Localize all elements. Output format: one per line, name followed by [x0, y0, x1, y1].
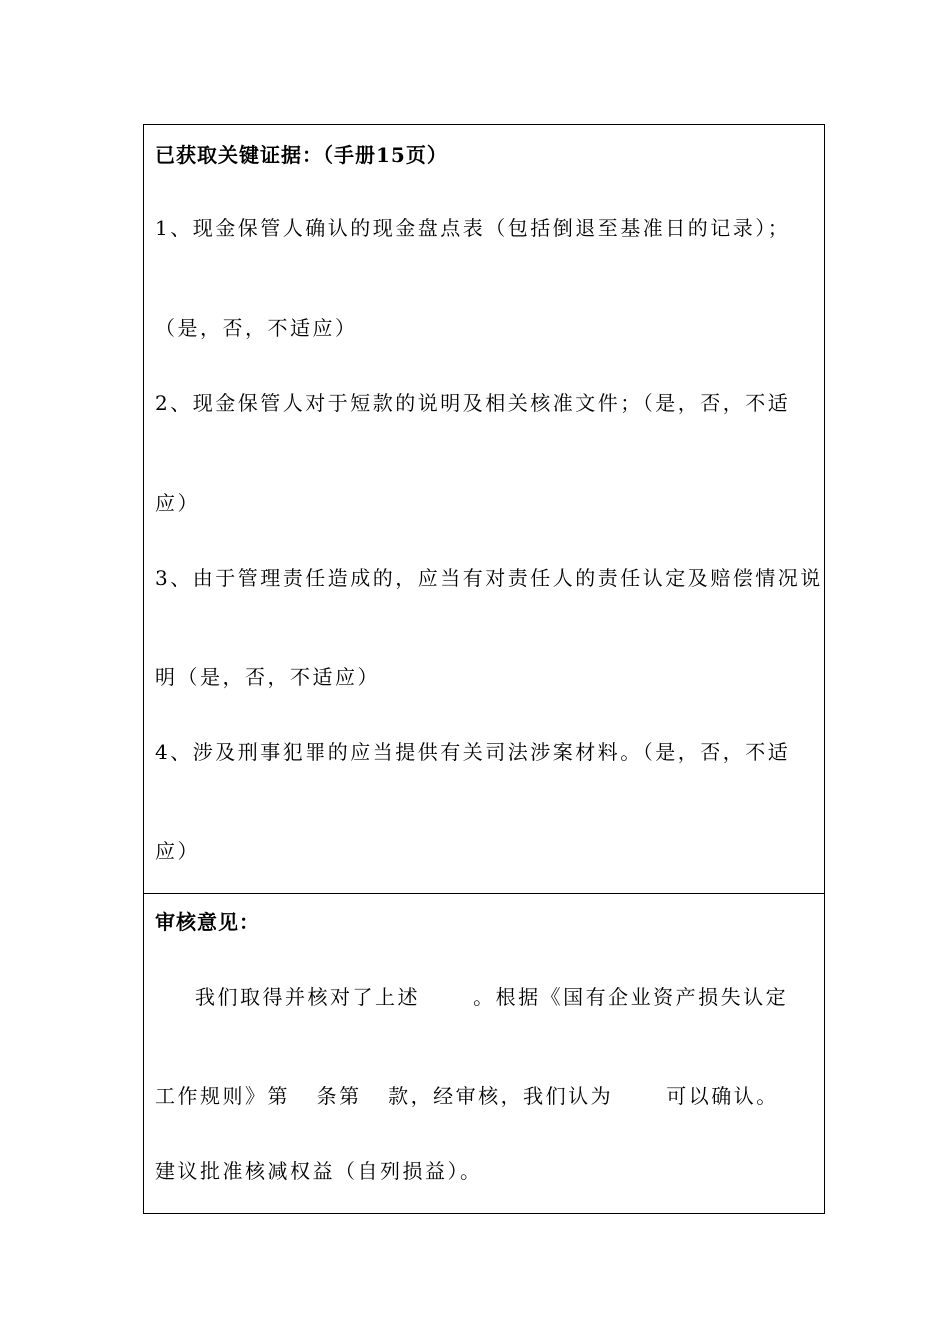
evidence-item-3-cont: 明（是，否，不适应） — [155, 665, 380, 689]
opinion-cell — [144, 894, 824, 1214]
evidence-item-2: 2、现金保管人对于短款的说明及相关核准文件；（是，否，不适 — [155, 391, 791, 415]
opinion-paragraph-line-2: 工作规则》第 条第 款，经审核，我们认为 可以确认。 — [155, 1084, 779, 1108]
document-table — [143, 124, 825, 1214]
evidence-item-3: 3、由于管理责任造成的，应当有对责任人的责任认定及赔偿情况说 — [155, 566, 823, 590]
evidence-item-4: 4、涉及刑事犯罪的应当提供有关司法涉案材料。（是，否，不适 — [155, 740, 791, 764]
evidence-cell — [144, 125, 824, 894]
evidence-item-1-options: （是，否，不适应） — [155, 316, 358, 340]
opinion-heading: 审核意见： — [155, 910, 260, 934]
evidence-heading: 已获取关键证据：（手册15页） — [155, 143, 448, 167]
opinion-paragraph-line-1: 我们取得并核对了上述 。根据《国有企业资产损失认定 — [195, 985, 789, 1009]
evidence-item-2-cont: 应） — [155, 491, 200, 515]
evidence-item-4-cont: 应） — [155, 839, 200, 863]
evidence-item-1: 1、现金保管人确认的现金盘点表（包括倒退至基准日的记录）； — [155, 216, 791, 240]
opinion-paragraph-line-3: 建议批准核减权益（自列损益）。 — [155, 1159, 483, 1183]
